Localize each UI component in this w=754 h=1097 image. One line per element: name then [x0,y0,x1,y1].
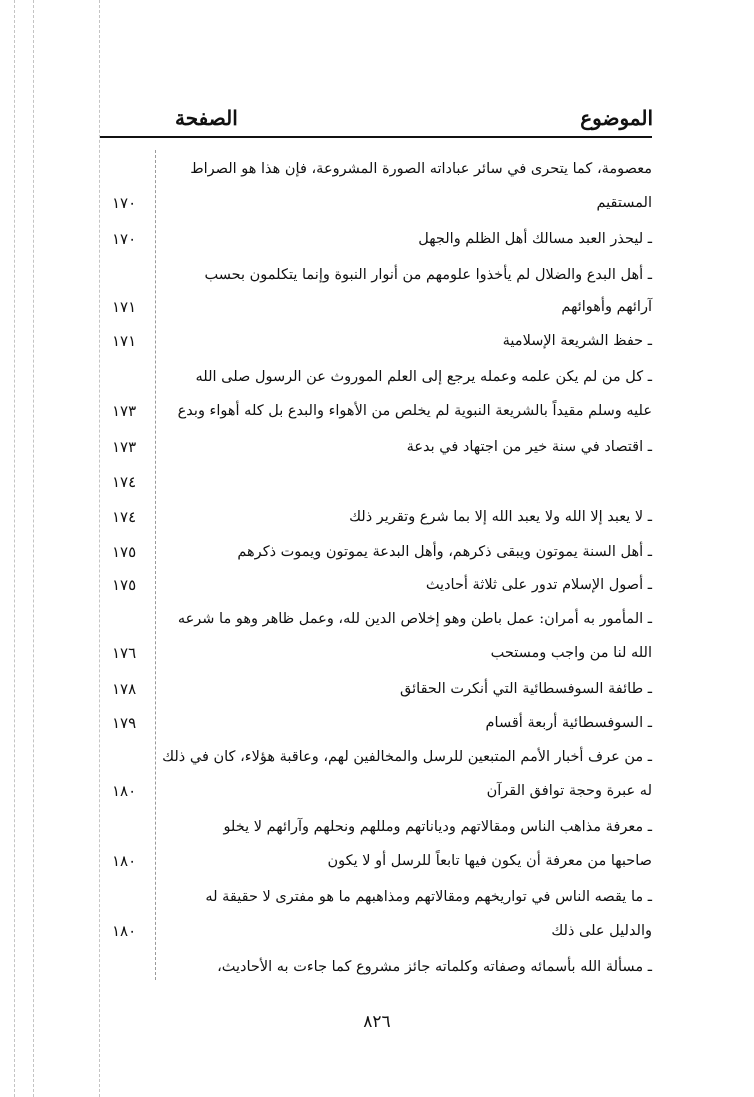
index-page-number: ١٧٤ [112,473,137,491]
index-line [160,880,652,914]
index-line [160,914,652,948]
index-line-text: ـ مسألة الله بأسمائه وصفاته وكلماته جائز مشروع كما جاءت به الأحاديث، [217,959,652,975]
index-line [160,535,652,569]
index-line-text: ـ معرفة مذاهب الناس ومقالاتهم ودياناتهم ومللهم ونحلهم وآرائهم لا يخلو [223,819,652,835]
index-page-number: ١٧٠ [112,194,137,212]
index-line-text: معصومة، كما يتحرى في سائر عباداته الصورة المشروعة، فإن هذا هو الصراط [190,161,652,177]
index-line-text: ـ اقتصاد في سنة خير من اجتهاد في بدعة [406,439,652,455]
index-page-number: ١٨٠ [112,852,137,870]
index-line-text: ـ طائفة السوفسطائية التي أنكرت الحقائق [400,681,652,697]
index-line [160,360,652,394]
index-line [160,222,652,256]
index-line [160,844,652,878]
index-line [160,324,652,358]
index-line [160,568,652,602]
index-page-number: ١٧٥ [112,543,137,561]
index-line [160,258,652,292]
index-page-number: ١٧٥ [112,576,137,594]
index-line-text: عليه وسلم مقيداً بالشريعة النبوية لم يخلص من الأهواء والبدع بل كله أهواء وبدع [177,403,652,419]
index-page-number: ١٧٤ [112,508,137,526]
topic-column-heading: الموضوع [580,106,653,130]
index-line-text: ـ ليحذر العبد مسالك أهل الظلم والجهل [418,231,652,247]
index-page-number: ١٧٨ [112,680,137,698]
index-line-text: المستقيم [596,195,652,211]
index-line-text: له عبرة وحجة توافق القرآن [486,783,652,799]
scan-fold-line [14,0,15,1097]
index-line-text: ـ من عرف أخبار الأمم المتبعين للرسل والمخالفين لهم، وعاقبة هؤلاء، كان في ذلك [162,749,652,765]
index-page-number: ١٧٣ [112,438,137,456]
index-line-text: ـ لا يعبد إلا الله ولا يعبد الله إلا بما شرع وتقرير ذلك [349,509,652,525]
index-line [160,394,652,428]
header-rule [100,136,652,138]
index-page-number: ١٧٠ [112,230,137,248]
index-line-text: ـ أهل البدع والضلال لم يأخذوا علومهم من أنوار النبوة وإنما يتكلمون بحسب [204,267,652,283]
index-line-text: الله لنا من واجب ومستحب [490,645,652,661]
index-line [160,740,652,774]
index-line-text: آرائهم وأهوائهم [561,299,652,315]
index-line [160,950,652,984]
index-line [160,672,652,706]
index-line [160,706,652,740]
index-line [160,152,652,186]
index-line [160,186,652,220]
index-page-number: ١٨٠ [112,922,137,940]
index-line-text: ـ أصول الإسلام تدور على ثلاثة أحاديث [425,577,652,593]
index-page-number: ١٧١ [112,298,137,316]
index-page-number: ١٧٣ [112,402,137,420]
index-page-number: ١٨٠ [112,782,137,800]
index-line-text: ـ ما يقصه الناس في تواريخهم ومقالاتهم ومذاهبهم ما هو مفترى لا حقيقة له [205,889,652,905]
index-line-text: ـ أهل السنة يموتون ويبقى ذكرهم، وأهل البدعة يموتون ويموت ذكرهم [237,544,652,560]
index-line [160,500,652,534]
index-line-text: ـ كل من لم يكن علمه وعمله يرجع إلى العلم الموروث عن الرسول صلى الله [195,369,652,385]
index-line-text: والدليل على ذلك [551,923,652,939]
index-header [100,106,653,134]
scan-fold-line [33,0,34,1097]
index-line [160,430,652,464]
index-line [160,774,652,808]
index-line-text: ـ حفظ الشريعة الإسلامية [502,333,652,349]
index-page-number: ١٧١ [112,332,137,350]
page-column-heading: الصفحة [175,106,238,130]
page-number-footer: ٨٢٦ [363,1012,391,1032]
index-line-text: ـ السوفسطائية أربعة أقسام [485,715,652,731]
index-page-number: ١٧٩ [112,714,137,732]
index-line [160,290,652,324]
index-line [160,810,652,844]
index-line-text: ـ المأمور به أمران: عمل باطن وهو إخلاص الدين لله، وعمل ظاهر وهو ما شرعه [177,611,652,627]
index-page-number: ١٧٦ [112,644,137,662]
index-line-text: صاحبها من معرفة أن يكون فيها تابعاً للرسل أو لا يكون [327,853,652,869]
scan-fold-line [99,0,100,1097]
page-column-rule [155,150,156,980]
index-line [160,636,652,670]
index-line [160,602,652,636]
